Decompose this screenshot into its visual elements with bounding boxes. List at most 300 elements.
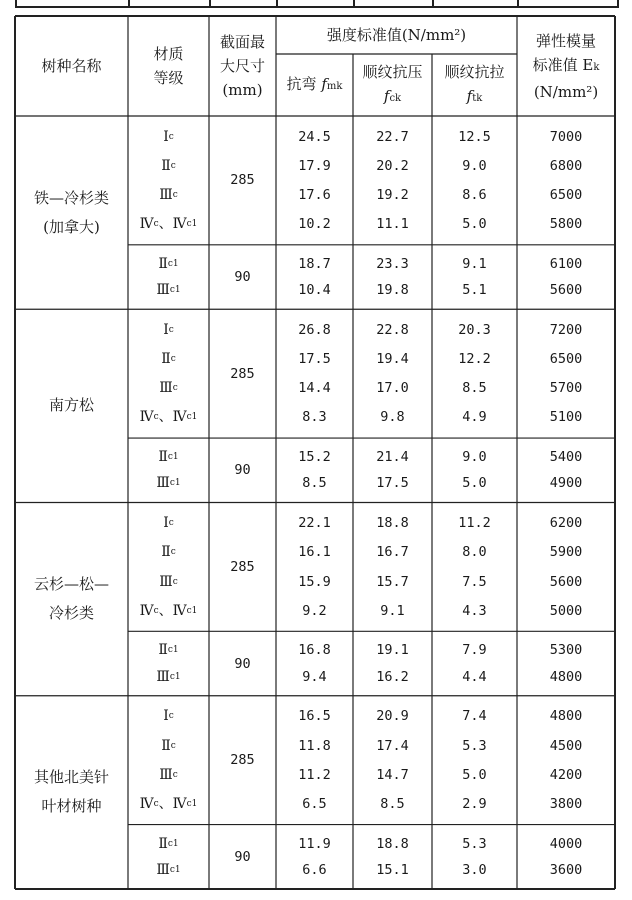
header-bending-subscript: mk [326, 80, 343, 92]
grade-numeral: Ⅱ [161, 737, 171, 754]
grade-subscript: c [153, 219, 159, 230]
value-fck-text: 22.7 [376, 128, 409, 145]
section-size [209, 631, 276, 695]
value-fck [353, 315, 432, 344]
value-ek-text: 6800 [549, 157, 583, 174]
grade-numeral: Ⅰ [163, 515, 169, 532]
edge-segment [276, 0, 355, 8]
grade-cell [128, 180, 209, 209]
value-ek-text: 3600 [549, 861, 583, 878]
header-modulus [517, 16, 615, 116]
value-fck-text: 15.1 [376, 861, 409, 878]
value-fck-text: 16.7 [376, 544, 409, 561]
value-ek-text: 5000 [549, 602, 583, 619]
value-ftk [432, 180, 517, 209]
value-fck [353, 567, 432, 596]
value-ek-text: 5300 [549, 642, 583, 659]
grade-numeral: Ⅱ [158, 255, 168, 272]
grade-cell [128, 760, 209, 789]
value-ek-text: 6100 [549, 255, 583, 272]
value-ftk-text: 5.3 [462, 835, 487, 852]
header-section-line-2: 大尺寸 [219, 57, 265, 75]
value-fck [353, 760, 432, 789]
grade-numeral: Ⅱ [161, 157, 171, 174]
value-ek-text: 6200 [549, 515, 583, 532]
value-fck-text: 19.8 [376, 282, 409, 299]
grade-cell [128, 857, 209, 883]
value-ftk [432, 151, 517, 180]
value-ek-text: 5600 [549, 282, 583, 299]
value-fmk [276, 789, 353, 818]
grade-subscript: c [172, 769, 178, 780]
header-tension-label: 顺纹抗拉 [444, 62, 505, 81]
value-fmk [276, 210, 353, 239]
header-compression-label: 顺纹抗压 [362, 62, 423, 81]
value-ftk-text: 9.0 [462, 157, 487, 174]
header-grade-line-1: 材质 [153, 45, 184, 63]
value-ek [517, 702, 615, 731]
value-fck-text: 8.5 [380, 795, 405, 812]
grade-cell [128, 151, 209, 180]
grade-cell [128, 315, 209, 344]
value-fmk-text: 9.4 [302, 668, 327, 685]
value-fck-text: 19.4 [376, 351, 409, 368]
section-size-value: 285 [230, 365, 255, 382]
grade-cell [128, 374, 209, 403]
value-fmk-text: 18.7 [298, 255, 331, 272]
value-ftk-text: 7.5 [462, 573, 487, 590]
grade-numeral: Ⅲ [159, 380, 173, 397]
grade-cell [128, 731, 209, 760]
value-fmk [276, 470, 353, 496]
value-ftk [432, 789, 517, 818]
value-fmk-text: 26.8 [298, 321, 331, 338]
value-ftk [432, 344, 517, 373]
header-tension-symbol-wrap [467, 84, 483, 111]
value-ek-text: 5400 [549, 449, 583, 466]
grade-cell [128, 831, 209, 857]
header-strength-group-label: 强度标准值(N/mm²) [326, 26, 467, 44]
value-ek-text: 5900 [549, 544, 583, 561]
header-bending-symbol: f [321, 74, 327, 93]
grade-numeral: Ⅲ [156, 668, 170, 685]
value-fmk [276, 251, 353, 277]
grade-subscript: c [170, 547, 176, 558]
grade-cell [128, 470, 209, 496]
value-ek [517, 760, 615, 789]
grade-cell [128, 509, 209, 538]
grade-subscript: c [168, 518, 174, 529]
grade-numeral: Ⅲ [156, 282, 170, 299]
grade-cell [128, 637, 209, 663]
value-fck [353, 664, 432, 690]
previous-table-edge [0, 0, 632, 8]
section-size-value: 285 [230, 558, 255, 575]
species-name [15, 696, 128, 889]
grade-numeral: Ⅰ [163, 128, 169, 145]
header-compression-symbol: f [383, 86, 390, 105]
value-fmk-text: 17.5 [298, 351, 331, 368]
value-ftk [432, 567, 517, 596]
grade-subscript-alt: c1 [186, 798, 198, 809]
grade-numeral: Ⅱ [161, 544, 171, 561]
header-section-size [209, 16, 276, 116]
grade-cell [128, 702, 209, 731]
value-ek-text: 5600 [549, 573, 583, 590]
section-size [209, 825, 276, 889]
section-size [209, 503, 276, 632]
value-ftk-text: 7.9 [462, 642, 487, 659]
value-fck-text: 18.8 [376, 835, 409, 852]
species-name-line: 叶材树种 [41, 797, 102, 816]
value-ftk-text: 2.9 [462, 795, 487, 812]
value-fck-text: 17.5 [376, 475, 409, 492]
grade-numeral: Ⅲ [156, 861, 170, 878]
value-fmk-text: 10.2 [298, 216, 331, 233]
value-ftk-text: 11.2 [458, 515, 491, 532]
value-ftk [432, 444, 517, 470]
value-fmk-text: 11.2 [298, 766, 331, 783]
grade-numeral: Ⅰ [163, 321, 169, 338]
value-ek [517, 664, 615, 690]
value-ftk-text: 9.1 [462, 255, 487, 272]
value-ek-text: 4500 [549, 737, 583, 754]
edge-segment [128, 0, 211, 8]
value-ek [517, 315, 615, 344]
value-fmk [276, 509, 353, 538]
header-grade-line-2: 等级 [153, 69, 184, 87]
value-fmk [276, 702, 353, 731]
value-ftk [432, 277, 517, 303]
value-fck [353, 403, 432, 432]
grade-cell [128, 664, 209, 690]
value-ek-text: 7000 [549, 128, 583, 145]
species-name-line: 冷杉类 [48, 604, 94, 623]
value-ek [517, 444, 615, 470]
grade-numeral: Ⅲ [159, 187, 173, 203]
value-fck [353, 637, 432, 663]
value-fck [353, 831, 432, 857]
section-size-value: 90 [234, 655, 251, 672]
species-name-line: 铁—冷杉类 [33, 188, 109, 207]
value-ftk [432, 509, 517, 538]
edge-segment [517, 0, 619, 8]
value-ek [517, 831, 615, 857]
value-ek-text: 5100 [549, 409, 583, 426]
value-fck [353, 374, 432, 403]
header-modulus-line-1: 弹性模量 [535, 31, 596, 50]
value-fmk-text: 14.4 [298, 380, 331, 397]
value-fck-text: 16.2 [376, 668, 409, 685]
value-ftk-text: 9.0 [462, 449, 487, 466]
grade-subscript-alt: c1 [186, 219, 198, 230]
value-ftk-text: 7.4 [462, 708, 487, 725]
grade-subscript: c [172, 576, 178, 587]
value-ek [517, 789, 615, 818]
value-fck-text: 22.8 [376, 321, 409, 338]
grade-numeral: Ⅰ [163, 708, 169, 725]
value-fmk-text: 6.5 [302, 795, 327, 812]
grade-numeral-alt: 、Ⅳ [158, 216, 187, 233]
value-ek [517, 538, 615, 567]
header-section-unit: (mm) [222, 81, 263, 99]
value-fmk-text: 24.5 [298, 128, 331, 145]
grade-subscript: c [153, 798, 159, 809]
grade-subscript: c1 [167, 452, 179, 463]
value-fck-text: 9.1 [380, 602, 405, 619]
value-fmk-text: 11.8 [298, 737, 331, 754]
grade-subscript: c [170, 740, 176, 751]
species-name [15, 116, 128, 309]
value-fmk [276, 731, 353, 760]
edge-segment [15, 0, 130, 8]
value-fck [353, 731, 432, 760]
value-fmk [276, 403, 353, 432]
value-fmk-text: 15.2 [298, 449, 331, 466]
value-fck [353, 122, 432, 151]
grade-subscript: c1 [169, 864, 181, 875]
header-tension [432, 54, 517, 116]
value-ftk [432, 637, 517, 663]
species-name-line: 云杉—松— [33, 575, 109, 594]
header-species-label: 树种名称 [41, 57, 102, 75]
value-fck-text: 21.4 [376, 449, 409, 466]
value-ek [517, 151, 615, 180]
header-compression [353, 54, 432, 116]
value-fmk-text: 16.5 [298, 708, 331, 725]
value-fck [353, 444, 432, 470]
section-size-value: 285 [230, 752, 255, 769]
grade-subscript: c1 [167, 838, 179, 849]
grade-cell [128, 538, 209, 567]
grade-numeral: Ⅱ [158, 449, 168, 466]
value-ek [517, 470, 615, 496]
grade-subscript: c1 [167, 645, 179, 656]
grade-numeral: Ⅱ [158, 642, 168, 659]
value-ek [517, 180, 615, 209]
value-ek-text: 5700 [549, 380, 583, 397]
value-fmk [276, 567, 353, 596]
grade-numeral: Ⅳ [139, 409, 154, 426]
value-ek [517, 731, 615, 760]
value-fmk-text: 17.9 [298, 157, 331, 174]
value-ek-text: 4200 [549, 766, 583, 783]
grade-cell [128, 210, 209, 239]
grade-numeral: Ⅲ [156, 475, 170, 492]
value-ftk-text: 5.1 [462, 282, 487, 299]
value-fck-text: 20.9 [376, 708, 409, 725]
value-ftk [432, 210, 517, 239]
species-name [15, 503, 128, 696]
section-size [209, 116, 276, 245]
value-fmk [276, 444, 353, 470]
value-fmk [276, 831, 353, 857]
species-name-line: (加拿大) [43, 217, 100, 236]
grade-subscript: c1 [169, 285, 181, 296]
value-ek-text: 3800 [549, 795, 583, 812]
header-modulus-unit: (N/mm²) [533, 82, 599, 101]
value-fmk [276, 760, 353, 789]
section-size-value: 285 [230, 172, 255, 189]
value-fmk [276, 151, 353, 180]
edge-segment [353, 0, 434, 8]
value-ek-text: 6500 [549, 187, 583, 203]
grade-subscript: c [168, 711, 174, 722]
value-ftk [432, 403, 517, 432]
header-modulus-subscript: k [593, 61, 600, 73]
value-ek-text: 6500 [549, 351, 583, 368]
value-fck-text: 18.8 [376, 515, 409, 532]
value-ek-text: 4000 [549, 835, 583, 852]
value-fck [353, 251, 432, 277]
grade-cell [128, 251, 209, 277]
value-ek [517, 374, 615, 403]
value-ftk-text: 8.5 [462, 380, 487, 397]
value-fmk [276, 664, 353, 690]
value-ek-text: 5800 [549, 216, 583, 233]
value-ftk-text: 12.2 [458, 351, 491, 368]
grade-subscript: c [168, 324, 174, 335]
section-size [209, 438, 276, 502]
edge-segment [432, 0, 519, 8]
grade-numeral: Ⅱ [161, 351, 171, 368]
header-grade [128, 16, 209, 116]
value-ftk [432, 596, 517, 625]
value-fmk [276, 315, 353, 344]
grade-subscript: c [172, 383, 178, 394]
grade-subscript: c [153, 412, 159, 423]
grade-numeral-alt: 、Ⅳ [158, 795, 187, 812]
grade-cell [128, 789, 209, 818]
value-ek [517, 857, 615, 883]
value-fmk-text: 17.6 [298, 187, 331, 203]
value-fck [353, 344, 432, 373]
header-species [15, 16, 128, 116]
value-fmk [276, 180, 353, 209]
section-size [209, 245, 276, 309]
value-ek [517, 122, 615, 151]
value-fmk-text: 8.5 [302, 475, 327, 492]
value-ftk-text: 5.0 [462, 216, 487, 233]
grade-subscript-alt: c1 [186, 412, 198, 423]
value-ek [517, 277, 615, 303]
value-fmk-text: 11.9 [298, 835, 331, 852]
value-ftk [432, 760, 517, 789]
value-fmk [276, 344, 353, 373]
grade-numeral: Ⅲ [159, 573, 173, 590]
grade-cell [128, 596, 209, 625]
value-ftk [432, 374, 517, 403]
value-ek-text: 7200 [549, 321, 583, 338]
value-ftk [432, 122, 517, 151]
value-ftk [432, 857, 517, 883]
grade-cell [128, 344, 209, 373]
value-fck-text: 15.7 [376, 573, 409, 590]
grade-cell [128, 122, 209, 151]
value-fck-text: 23.3 [376, 255, 409, 272]
value-fck-text: 11.1 [376, 216, 409, 233]
section-size [209, 309, 276, 438]
grade-cell [128, 444, 209, 470]
value-ek [517, 403, 615, 432]
grade-numeral-alt: 、Ⅳ [158, 602, 187, 619]
species-name-line: 其他北美针 [33, 768, 109, 787]
value-ftk-text: 3.0 [462, 861, 487, 878]
value-fmk [276, 857, 353, 883]
grade-subscript: c [153, 605, 159, 616]
value-ftk [432, 831, 517, 857]
header-section-line-1: 截面最 [219, 33, 265, 51]
value-ek-text: 4800 [549, 668, 583, 685]
grade-subscript: c [170, 160, 176, 171]
value-fmk-text: 16.8 [298, 642, 331, 659]
grade-subscript: c [170, 354, 176, 365]
grade-numeral: Ⅳ [139, 216, 154, 233]
species-name [15, 309, 128, 502]
value-ek-text: 4800 [549, 708, 583, 725]
value-fck-text: 14.7 [376, 766, 409, 783]
value-fck [353, 538, 432, 567]
value-fck [353, 702, 432, 731]
value-fck [353, 151, 432, 180]
value-ek [517, 344, 615, 373]
value-ftk-text: 4.3 [462, 602, 487, 619]
grade-subscript-alt: c1 [186, 605, 198, 616]
value-ftk [432, 251, 517, 277]
value-fmk [276, 538, 353, 567]
value-fck-text: 17.4 [376, 737, 409, 754]
value-fmk [276, 374, 353, 403]
value-ftk-text: 8.0 [462, 544, 487, 561]
header-bending [276, 54, 353, 116]
value-ftk-text: 4.4 [462, 668, 487, 685]
value-fck-text: 17.0 [376, 380, 409, 397]
value-ftk-text: 5.3 [462, 737, 487, 754]
value-fck-text: 20.2 [376, 157, 409, 174]
grade-subscript: c [168, 131, 174, 142]
grade-subscript: c [172, 190, 178, 200]
section-size-value: 90 [234, 462, 251, 479]
value-fck [353, 470, 432, 496]
grade-numeral: Ⅱ [158, 835, 168, 852]
header-compression-subscript: ck [389, 92, 402, 104]
value-ftk-text: 8.6 [462, 187, 487, 203]
header-compression-symbol-wrap [384, 84, 401, 111]
header-strength-group [276, 16, 517, 54]
value-fck-text: 9.8 [380, 409, 405, 426]
header-bending-label [287, 72, 343, 99]
header-bending-text: 抗弯 [286, 74, 317, 93]
grade-cell [128, 567, 209, 596]
grade-subscript: c1 [169, 671, 181, 682]
value-ek [517, 251, 615, 277]
grade-subscript: c1 [167, 258, 179, 269]
value-ftk [432, 664, 517, 690]
header-tension-subscript: tk [472, 92, 483, 104]
section-size [209, 696, 276, 825]
grade-cell [128, 403, 209, 432]
value-ftk [432, 470, 517, 496]
value-ftk [432, 315, 517, 344]
value-fck-text: 19.2 [376, 187, 409, 203]
header-modulus-symbol: 标准值 E [532, 55, 594, 74]
value-ek [517, 567, 615, 596]
value-fmk [276, 596, 353, 625]
species-name-line: 南方松 [48, 396, 94, 415]
grade-numeral: Ⅳ [139, 602, 154, 619]
grade-numeral: Ⅳ [139, 795, 154, 812]
value-ek [517, 509, 615, 538]
